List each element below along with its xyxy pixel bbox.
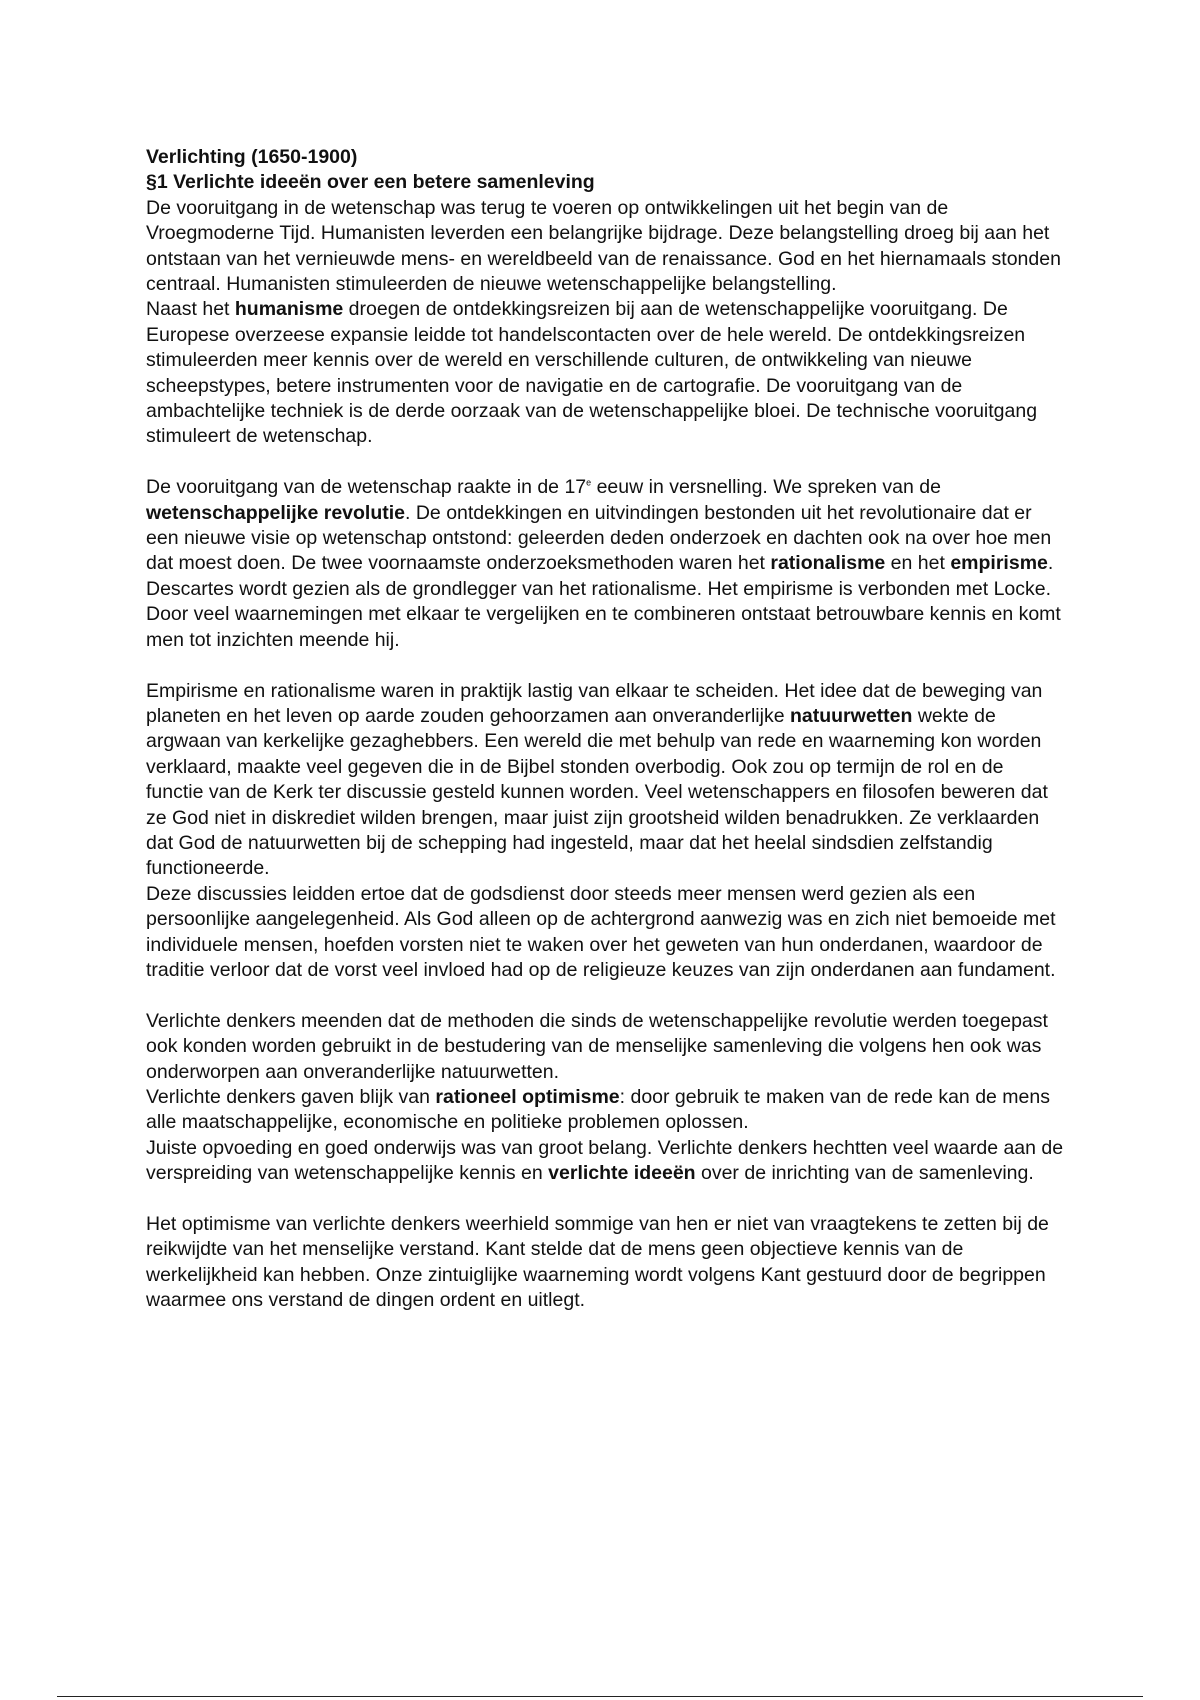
paragraph-descartes-locke: Descartes wordt gezien als de grondlegger van het rationalisme. Het empirisme is verbonden met Locke. Door veel waarnemingen met elkaar te vergelijken en te combineren ontstaat betrouwbare kennis en komt men tot inzichten meende hij. xyxy=(146,577,1061,651)
term-rationeel-optimisme: rationeel optimisme xyxy=(435,1085,620,1108)
document-page xyxy=(146,145,1066,1314)
paragraph-rational-optimism: Verlichte denkers gaven blijk van rationeel optimisme: door gebruik te maken van de rede kan de mens alle maatschappelijke, economische en politieke problemen oplossen. xyxy=(146,1085,1050,1134)
term-humanisme: humanisme xyxy=(234,298,344,321)
paragraph-kant: Het optimisme van verlichte denkers weerhield sommige van hen er niet van vraagtekens te zetten bij de reikwijdte van het menselijke verstand. Kant stelde dat de mens geen objectieve kennis van de werkelijkheid kan hebben. Onze zintuiglijke waarneming wordt volgens Kant gestuurd door de begrippen waarmee ons verstand de dingen ordent en uitlegt. xyxy=(146,1213,1049,1312)
text-block-2 xyxy=(146,475,1066,653)
paragraph-enlightened-thinkers: Verlichte denkers meenden dat de methoden die sinds de wetenschappelijke revolutie werden toegepast ook konden worden gebruikt in de bestudering van de menselijke samenleving die volgens hen ook was onderworpen aan onveranderlijke natuurwetten. xyxy=(146,1009,1048,1083)
text-block-1 xyxy=(146,196,1066,450)
paragraph-education: Juiste opvoeding en goed onderwijs was van groot belang. Verlichte denkers hechtten veel waarde aan de verspreiding van wetenschappelijke kennis en verlichte ideeën over de inrichting van de samenleving. xyxy=(146,1136,1064,1185)
footer-divider xyxy=(57,1696,1143,1697)
term-natuurwetten: natuurwetten xyxy=(789,704,913,727)
paragraph-scientific-revolution: De vooruitgang van de wetenschap raakte in de 17e eeuw in versnelling. We spreken van de wetenschappelijke revolutie. De ontdekkingen en uitvindingen bestonden uit het revolutionaire dat er een nieuwe visie op wetenschap ontstond: geleerden deden onderzoek en dachten ook na over hoe men dat moest doen. De twee voornaamste onderzoeksmethoden waren het rationalisme en het empirisme. xyxy=(146,476,1054,575)
term-wetenschappelijke-revolutie: wetenschappelijke revolutie xyxy=(146,501,406,524)
text-block-3 xyxy=(146,679,1066,984)
term-empirisme: empirisme xyxy=(950,552,1048,575)
paragraph-discovery-voyages: Naast het humanisme droegen de ontdekkingsreizen bij aan de wetenschappelijke vooruitgang. De Europese overzeese expansie leidde tot handelscontacten over de hele wereld. De ontdekkingsreizen stimuleerden meer kennis over de wereld en verschillende culturen, de ontwikkeling van nieuwe scheepstypes, betere instrumenten voor de navigatie en de cartografie. De vooruitgang van de ambachtelijke techniek is de derde oorzaak van de wetenschappelijke bloei. De technische vooruitgang stimuleert de wetenschap. xyxy=(146,298,1038,448)
text-block-5 xyxy=(146,1212,1066,1314)
paragraph-natural-laws: Empirisme en rationalisme waren in praktijk lastig van elkaar te scheiden. Het idee dat de beweging van planeten en het leven op aarde zouden gehoorzamen aan onveranderlijke natuurwetten wekte de argwaan van kerkelijke gezaghebbers. Een wereld die met behulp van rede en waarneming kon worden verklaard, maakte veel gegeven die in de Bijbel stonden overbodig. Ook zou op termijn de rol en de functie van de Kerk ter discussie gesteld kunnen worden. Veel wetenschappers en filosofen beweren dat ze God niet in diskrediet wilden brengen, maar juist zijn grootsheid wilden benadrukken. Ze verklaarden dat God de natuurwetten bij de schepping had ingesteld, maar dat het heelal sindsdien zelfstandig functioneerde. xyxy=(146,679,1048,880)
term-verlichte-ideeen: verlichte ideeën xyxy=(548,1162,696,1185)
term-rationalisme: rationalisme xyxy=(770,552,886,575)
document-title: Verlichting (1650-1900) xyxy=(146,146,358,168)
section-heading: §1 Verlichte ideeën over een betere samenleving xyxy=(146,171,595,194)
paragraph-religion-personal: Deze discussies leidden ertoe dat de godsdienst door steeds meer mensen werd gezien als een persoonlijke aangelegenheid. Als God alleen op de achtergrond aanwezig was en zich niet bemoeide met individuele mensen, hoefden vorsten niet te waken over het geweten van hun onderdanen, waardoor de traditie verloor dat de vorst veel invloed had op de religieuze keuzes van zijn onderdanen aan fundament. xyxy=(146,882,1056,981)
paragraph-humanists: De vooruitgang in de wetenschap was terug te voeren op ontwikkelingen uit het begin van de Vroegmoderne Tijd. Humanisten leverden een belangrijke bijdrage. Deze belangstelling droeg bij aan het ontstaan van het vernieuwde mens- en wereldbeeld van de renaissance. God en het hiernamaals stonden centraal. Humanisten stimuleerden de nieuwe wetenschappelijke belangstelling. xyxy=(146,196,1061,296)
text-block-4 xyxy=(146,1009,1066,1187)
